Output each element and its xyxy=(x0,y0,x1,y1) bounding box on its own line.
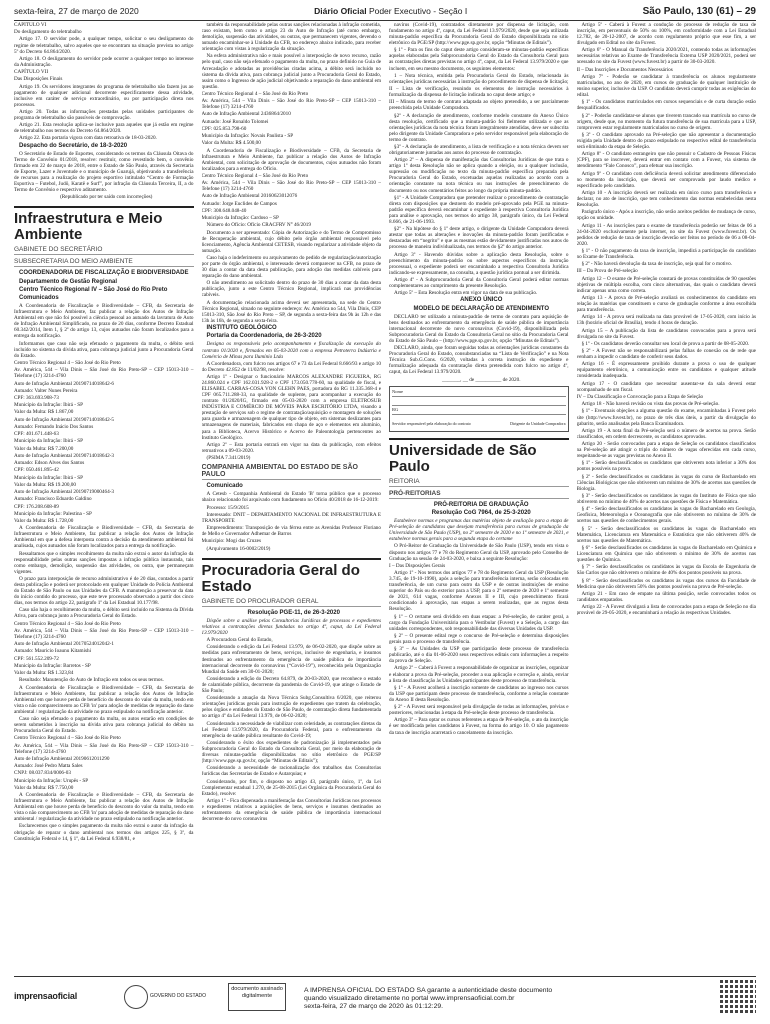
paragraph: Artigo 2º – Esta portaria entrará em vigor na data da publicação, com efeitos retroativos a 09-03-2020. xyxy=(201,441,381,454)
paragraph: Av. América, 544 – Vila Dinis – São José do Rio Preto-SP – CEP 15013-310 – Telefone (17) 3214-4760 xyxy=(201,98,381,111)
sub-gabinete: GABINETE DO SECRETÁRIO xyxy=(14,246,194,255)
header-issue-text: São Paulo, 130 (61) – 29 xyxy=(642,5,756,17)
header-issue xyxy=(643,6,756,17)
paragraph: DECLARO ter utilizado a minuta-padrão de termo de contrato para aquisição de bens destinados ao enfrentamento da emergência de saúde pública de importância internacional decorrente do novo coronavírus (Covid-19), disponibilizada pela Subprocuradoria Geral do Estado da Consultoria Geral no sítio da Procuradoria Geral do Estado de São Paulo – (http://www.pge.sp.gov.br, opção “Minutas de Editais”). xyxy=(389,313,569,345)
page-columns xyxy=(14,22,756,970)
paragraph: CNPJ: 08.037.834/0006-03 xyxy=(14,770,71,777)
paragraph: Av. América, 544 – Vila Dinis – São José do Rio Preto-SP – CEP 15013-310 – Telefone (17) 3214-4760 xyxy=(201,180,381,193)
paragraph: § 3º – As Unidades da USP que participarão deste processo de transferência publicarão, até o dia 01-06-2020 seus respectivos editais com informações a respeito da prova de Seleção. xyxy=(389,646,569,665)
paragraph: Autuado: Mauricio Ioaunu Kitamishi xyxy=(14,648,92,655)
form-label-nome: Nome xyxy=(392,388,403,394)
paragraph: A Cetesb - Companhia Ambiental do Estado 'B' torna público que o processo abaixo relacionado foi arquivado com fundamento no Ofício 40/2018 de 16-12-2019: xyxy=(201,491,381,504)
paragraph: Valor da Multa: R$ 1.867,00 xyxy=(14,409,74,416)
paragraph: Município da Infração: Ibirá - SP xyxy=(14,438,84,445)
page-footer xyxy=(14,976,756,1017)
paragraph: Município da Infração: Cardoso – SP xyxy=(201,215,279,222)
paragraph: § 2º - A Fuvest não se responsabilizará pelas falhas de conexão ou de rede que venham a impedir o candidato de conferir seus dados. xyxy=(576,348,756,361)
paragraph: Interessado: DNIT – DEPARTAMENTO NACIONAL DE INFRAESTRUTURA E TRANSPORTE xyxy=(201,511,381,524)
header-section: Poder Executivo - Seção I xyxy=(368,6,468,16)
column-3 xyxy=(389,22,569,970)
paragraph: Valor da Multa: R$ 7.750,00 xyxy=(14,784,74,791)
paragraph: Artigo 20 - Serão convocados para a etapa de Seleção os candidatos classificados na Pré-seleção até atingir o triplo do número de vagas oferecidas em cada curso, respeitando-se as vagas previstas no Anexo II. xyxy=(576,441,756,460)
paragraph: § 2º - Serão desclassificados os candidatos às vagas do curso de Bacharelado em Ciências Biológicas que não obtiverem um mínimo de 30% de acertos nas questões de Biologia. xyxy=(576,473,756,492)
header-date: sexta-feira, 27 de março de 2020 xyxy=(14,6,139,16)
anexo-body xyxy=(389,314,569,376)
paragraph: III – Da Prova de Pré-seleção xyxy=(576,268,638,275)
despacho-text: O Secretário de Estado de Esportes, considerando os termos da Cláusula Oitava do Termo de Convênio 01/2018, resolve: restituir, como revestindo bem, o convênio firmado em 22 de março de 2018, entre o Estado de São Paulo, através da Secretaria de Esporte, Lazer e Juventude e o município de Guarujá, objetivando a transferência de recursos para a realização do projeto esportivo intitulado “Centro de Formação Esportiva – Futebol, Judô, Karatê e Surf”, por infração da Cláusula Terceira, II, a do Termo de Convênio e respectivo aditamento. xyxy=(14,150,194,194)
paragraph: Artigo 1º - Fica dispensada a manifestação das Consultorias Jurídicas nos processos e expedientes relativos a aquisições de bens, serviços e insumos destinados ao enfrentamento da emergência de saúde pública de importância internacional decorrente do novo coronavírus xyxy=(201,797,381,822)
coord-title: COORDENADORIA DE FISCALIZAÇÃO E BIODIVERSIDADE xyxy=(19,270,189,277)
paragraph: I – Das Disposições Gerais xyxy=(389,562,446,569)
paragraph: Artigo 6º - O Manual da Transferência 2020/2021, contendo todas as informações necessárias relativas ao Exame de Transferência Externa USP 2020/2021, poderá ser acessado no site da Fuvest (www.fuvest.br) a partir de 30-03-2020. xyxy=(576,47,756,66)
paragraph: Valor da Multa: R$ 1.323,84 xyxy=(14,670,74,677)
paragraph: A Coordenadoria de Fiscalização e Biodiversidade – CFB, da Secretaria de Infraestrutura e Meio Ambiente, faz publicar a relação dos Autos de Infração Ambiental em que houve perda de benefício do desconto do valor da multa, tendo em vista o não comparecimento ao CFB 'in' para adoção de medidas de reparação do dano ambiental / regularização da atividade no prazo estipulado na notificação anterior. xyxy=(14,684,194,715)
paragraph: Informamos que caso não seja efetuado o pagamento da multa, o débito será incluído no sistema da dívida ativa, para cobrança judicial junto a Procuradoria Geral do Estado. xyxy=(14,340,194,359)
despacho-title: Despacho do Secretário, de 18-3-2020 xyxy=(19,142,128,149)
paragraph: (Arquivamento 16-0002/2019) xyxy=(206,545,271,552)
paragraph: Das Disposições Finais xyxy=(14,76,63,83)
paragraph: Autuado: Valter Nunes Pereira xyxy=(14,387,78,394)
paragraph: Considerando a necessidade de racionalização dos trabalhos das Consultorias Jurídicas das Secretarias de Estado e Autarquias; e xyxy=(201,765,381,778)
section-infraestrutura: Infraestrutura e Meio Ambiente xyxy=(14,206,194,243)
paragraph: § 2º - A Fuvest será responsável pela divulgação de todas as informações, prévias e posteriores, relacionadas à etapa da Pré-seleção deste processo de transferência. xyxy=(389,704,569,717)
paragraph: Centro Técnico Regional 4 – São José do Rio Preto xyxy=(201,90,309,97)
paragraph: Considerando, por fim, o disposto no artigo 43, parágrafo único, 1º, da Lei Complementar estadual 1.270, de 25-08-2015 (Lei Orgânica da Procuradoria Geral do Estado), resolve: xyxy=(201,778,381,797)
note-line-3: sexta-feira, 27 de março de 2020 às 01:12:29. xyxy=(304,1003,444,1010)
paragraph: Artigo 8º - O candidato estrangeiro que não possuir o Cadastro de Pessoas Físicas (CPF), para se inscrever, deverá entrar em contato com a Fuvest, via sistema de atendimento “Fale Conosco”, para efetuar sua inscrição. xyxy=(576,151,756,170)
paragraph: § 4º - Serão desclassificados os candidatos às vagas do Bacharelado em Geologia, Geofísica, Meteorologia e Oceanografia que não obtiverem no mínimo de 30% de acertos nas questões de conhecimentos gerais. xyxy=(576,506,756,525)
paragraph: Artigo 13 - A prova de Pré-seleção avaliará os conhecimentos do candidato em relação às matérias que constituem o curso de graduação conforme a área escolhida para transferência. xyxy=(576,294,756,314)
paragraph: Município: Mogi das Cruzes xyxy=(201,538,262,545)
paragraph: CPF: 050.461.895-42 xyxy=(14,467,59,474)
paragraph: Valor da Multa: R$ 4.500,00 xyxy=(201,140,261,147)
paragraph: A Coordenadoria de Fiscalização e Biodiversidade – CFB, da Secretaria de Infraestrutura e Meio Ambiente, faz publicar a relação dos Autos de Infração Ambiental em que houve perda de benefício do desconto do valor da multa, tendo em vista o não comparecimento ao CFB 'in' para adoção de medidas de reparação do dano ambiental / regularização da atividade no prazo estipulado na notificação anterior. xyxy=(14,792,194,823)
section-cetesb: COMPANHIA AMBIENTAL DO ESTADO DE SÃO PAULO xyxy=(202,464,382,480)
paragraph: A Coordenadoria de Fiscalização e Biodiversidade – CFB, da Secretaria de Infraestrutura e Meio Ambiente, faz publicar a relação dos Autos de Infração Ambiental em que não foi possível a ciência pessoal ao autuado da lavratura de Auto de Infração Ambiental Simplificado, no prazo de 20 dias, conforme Decreto Estadual 60.342/2014, Item 1, § 2º do artigo 13, cujos autuados não foram localizados para a entrega da notificação. xyxy=(14,303,194,340)
paragraph: Artigo 2º – A dispensa de manifestação das Consultorias Jurídicas de que trata o artigo 1º desta Resolução não se aplica quando a eleição, ou a qualquer inclusão, supressão ou modificação no texto da minuta-padrão específica preparada pela Procuradoria Geral do Estado, excetuadas aquelas realizadas ao acordo com a orientação constante na nota técnica ou nas instruções de preenchimento do documento ou nos comentários feitos ao longo da própria minuta-padrão. xyxy=(389,157,569,194)
paragraph: A Procuradora Geral do Estado, xyxy=(206,637,273,644)
paragraph: A documentação relacionada acima deverá ser apresentada, na sede do Centro Técnico Regional, situado no seguinte endereço: Av. América no 544, Vila Dinis, CEP 15013-310, São José do Rio Preto – SP, de segunda a sexta-feira das 9h às 12h e das 13h às 16h, de segunda a sexta-feira. xyxy=(201,299,381,324)
paragraph: O Pró-Reitor de Graduação da Universidade de São Paulo (USP), tendo em vista o disposto nos artigos 77 e 78 do Regimento Geral da USP, aprovado pelo Conselho de Graduação na sessão de 24-03-2020, e baixa a seguinte Resolução: xyxy=(389,543,569,562)
paragraph: § 1º - Para os fins do caput deste artigo consideram-se minutas-padrão específicas aquelas elaboradas pela Subprocuradoria Geral do Estado da Consultoria Geral para as contratações diretas previstas no artigo 4º, caput, da Lei Federal 13.979/2020 e que incluem, em seu mesmo documento, os seguintes elementos: xyxy=(389,47,569,72)
paragraph: CAPÍTULO VII xyxy=(14,69,49,76)
paragraph: A Coordenadora, com fulcro nos artigos 67 e 73 da Lei Federal 8.666/93 e artigo 10 do Decreto 42.852 de 11/02/98, resolve: xyxy=(201,360,381,373)
paragraph: Artigo 17. O servidor pode, a qualquer tempo, solicitar o seu desligamento do regime de teletrabalho, salvo aqueles que se encontram na situação prevista no artigo 5º do Decreto 64.864/2020. xyxy=(14,36,194,55)
paragraph: Artigo 21 - Em caso de empate na última posição, serão convocados todos os candidatos empatados. xyxy=(576,590,756,603)
page-header xyxy=(14,4,756,21)
imprensa-oficial-logo: imprensaoficial xyxy=(14,991,78,1001)
paragraph: Artigo 21. Esta resolução aplica-se inclusive para aqueles que já estão em regime de teletrabalho nos termos do Decreto 64.864/2020. xyxy=(14,122,194,135)
paragraph: § 5º - Serão desclassificados os candidatos às vagas do Bacharelado em Matemática, Licenciatura em Matemática e Estatística que não obtiverem 40% de acertos nas questões de Matemática. xyxy=(576,525,756,544)
paragraph: Centro Técnico Regional 4 – São José do Rio Preto xyxy=(201,172,309,179)
paragraph: O não atendimento ao solicitado dentro do prazo de 30 dias a contar da data desta publicação, junto a este Centro Técnico Regional, implicará nas providências cabíveis. xyxy=(201,280,381,299)
centro-title: Centro Técnico Regional IV – São José do Rio Preto xyxy=(19,286,168,293)
com-body xyxy=(202,491,382,551)
paragraph: 1 – Nota técnica, emitida pela Procuradoria Geral do Estado, relacionada às orientações jurídicas necessárias à instrução do procedimento de dispensa de licitação; xyxy=(389,72,569,85)
paragraph: Auto de Infração Ambiental 20160623012076 xyxy=(201,193,298,200)
paragraph: Na esfera administrativa não e mais possível a interposição de novo recurso, razão pelo qual, caso não seja efetuado o pagamento da multa, no prazo definido no Guia de Arrecadação e adotadas as providências citadas acima, a débito será incluído no sistema da dívida ativa, para cobrança judicial junto a Procuradoria Geral do Estado, assim como o Ingresso de ação judicial objetivando a reparação do dano ambiental em questão. xyxy=(201,53,381,90)
paragraph: § 2º - Poderão candidatar-se alunos que tiverem trancado sua matrícula no curso de origem, desde que, no momento da futura transferência de sua matrícula para a USP, comprovem estar regularmente matriculados no curso de origem. xyxy=(576,112,756,131)
paragraph: CPF: 401.671.448-63 xyxy=(14,431,59,438)
col3-top xyxy=(389,22,569,296)
paragraph: Autuado: José Pedro Matta Sales xyxy=(14,763,83,770)
pge-res: Resolução PGE-11, de 26-3-2020 xyxy=(247,609,340,616)
paragraph: II – Das Inscrições e Documentos Necessários xyxy=(576,66,673,73)
paragraph: Artigo 9º - O candidato com deficiência deverá solicitar atendimento diferenciado no momento da inscrição, que deverá ser comprovado por laudo médico e especificado pelo candidato. xyxy=(576,170,756,189)
paragraph: § 1º - Os candidatos matriculados em cursos sequenciais e de curta duração estão desqualificados. xyxy=(576,99,756,112)
paragraph: Centro Técnico Regional 4 – São José do Rio Preto xyxy=(14,735,121,742)
qr-code-icon xyxy=(720,979,756,1015)
paragraph: Artigo 12 – O exame de Pré-seleção constará de provas constituídas de 90 questões objetivas de múltipla escolha, com cinco alternativas, das quais o candidato deverá indicar apenas uma como correta. xyxy=(576,275,756,294)
date-line: _______, __ de __________ de 2020. xyxy=(441,376,521,383)
paragraph: Processo: 15/9/2015 xyxy=(206,504,249,511)
authenticity-note xyxy=(304,987,604,1011)
igeo-body xyxy=(202,361,382,461)
paragraph: §1º - A Unidade Compradora que pretender realizar o procedimento de contratação direta com disposições que destoem do modelo pré-aprovado pela PGE na minuta-padrão específica deverá encaminhar o expediente à respectiva Consultoria Jurídica para análise e aprovação, nos termos do artigo 38, parágrafo único, da Lei Federal 8.666, de 21-06-1993. xyxy=(389,194,569,225)
sub-pge: GABINETE DO PROCURADOR GERAL xyxy=(202,598,382,607)
paragraph: Esclarecemos que o simples pagamento da multa não extrai o autor da infração da obrigação de reparar o dano ambiental nos termos dos artigos 225, § 3º, da Constituição Federal e 14, § 1º, da Lei Federal 6.938/81, e xyxy=(14,823,194,842)
paragraph: Artigo 5º – Esta Resolução entra em vigor na data de sua publicação. xyxy=(394,290,538,297)
paragraph: Considerando a necessidade de viabilizar com celeridade, as contratações diretas da Lei Federal 13.979/2020, da Procuradoria Federal, para o enfrentamento da emergência de saúde pública resultante do Covid-19; xyxy=(201,720,381,739)
paragraph: Av. América, 544 – Vila Dinis – São José do Rio Preto-SP – CEP 15013-310 – Telefone (17) 3214-4760 xyxy=(14,742,194,755)
paragraph: CPF: 176.208.608-89 xyxy=(14,503,59,510)
paragraph: IV – Da Classificação e Convocação para a Etapa de Seleção xyxy=(576,393,704,400)
form-label-dirigente: Dirigente da Unidade Compradora xyxy=(510,420,566,426)
paragraph: Autuado: Jorge Euclides de Campos xyxy=(201,200,277,207)
paragraph: III – Minuta de termo de contrato adaptada ao objeto pretendido, a ser parcialmente preenchida pela Unidade Compradora. xyxy=(389,99,569,112)
paragraph: § 1º – O certame será dividido em duas etapas: a Pré-seleção, de caráter geral, a cargo da Fundação Universitária para o Vestibular (Fuvest) e a Seleção, a cargo das unidades correspondentes, sob responsabilidade das diversas Unidades da USP. xyxy=(389,613,569,632)
state-seal-icon xyxy=(124,985,148,1009)
paragraph: Artigo 19. Os servidores integrantes do programa de teletrabalho não fazem jus ao pagamento de qualquer adicional decorrente especificamente dessa atividade, inclusive em caráter de serviço extraordinário, ou por participação direta nos processos. xyxy=(14,83,194,108)
paragraph: CAPÍTULO VI xyxy=(14,22,47,28)
paragraph: Av. América, 544 – Vila Dinis – São José do Rio Preto-SP – CEP 15013-310 – Telefone (17) 3214-4760 xyxy=(14,627,194,640)
comunicados-title: Comunicados xyxy=(19,295,59,302)
paragraph: O prazo para interposição de recurso administrativo é de 20 dias, contados a partir desta publicação e poderá ser protocolado em qualquer Unidade do Polícia Ambiental do Estado de São Paulo ou nas Unidades da CFB. A manutenção a preservar da data do início contido do processo, que este teve processado observado a partir dos cinco dias, nos termos do artigo 22, parágrafo 1º da Lei Estadual 10.177/98. xyxy=(14,575,194,607)
digital-signature-stamp: documento assinado digitalmente xyxy=(228,983,286,1011)
column-2 xyxy=(202,22,382,970)
paragraph: Considerando o êxito dos expedientes de padronização já implementados pela Subprocuradoria Geral do Estado da Consultoria Geral, por meio da elaboração de diversas minutas-padrão disponibilizadas no sítio eletrônico do PGE/SP (http://www.pge.sp.gov.br, opção “Minutas de Editais”); xyxy=(201,739,381,764)
paragraph: § 1º - Eventuais objeções a alguma questão do exame, encaminhadas à Fuvest pelo site (http://www.fuvest.br), no prazo de três dias úteis, a partir da divulgação do gabarito, serão analisadas pela Banca Examinadora. xyxy=(576,408,756,427)
paragraph: Artigo 15 – A publicação da lista de candidatos convocados para a prova será divulgada no site da Fuvest. xyxy=(576,327,756,340)
paragraph: Autuado: José Ronaldo Tolomei xyxy=(201,118,269,125)
paragraph: § 1º - Serão desclassificados os candidatos que obtiverem nota inferior a 30% dos pontos possíveis na prova. xyxy=(576,460,756,473)
paragraph: § 1º - O não pagamento da taxa de inscrição, impedirá a participação do candidato no Exame de Transferência. xyxy=(576,247,756,260)
paragraph: Auto de Infração Ambiental 20190714018642-6 xyxy=(14,380,114,387)
paragraph: § 1º - A Fuvest acolherá a inscrição somente de candidatos ao ingresso nos cursos da USP que participam deste processo de transferência, conforme a relação constante do Anexo II desta Resolução. xyxy=(389,684,569,703)
paragraph: Município da Infração: Ibirá - SP xyxy=(14,474,84,481)
note-line-1: A IMPRENSA OFICIAL DO ESTADO SA garante a autenticidade deste documento xyxy=(304,987,553,994)
paragraph: Centro Técnico Regional 4 – São José do Rio Preto xyxy=(14,360,121,367)
paragraph: Documento a ser apresentado: Cópia de Autorização e do Termo de Compromisso de Recuperação ambiental, cujo débito pelo órgão ambiental responsável pelo licenciamento, Agência Ambiental CETESB, visando regularizar a atividade objeto da autuação. xyxy=(201,229,381,254)
paragraph: CPF: 025.853.798-60 xyxy=(201,125,247,132)
dept-title: Departamento de Gestão Regional xyxy=(19,278,118,285)
prg-body xyxy=(389,543,569,735)
paragraph: Autuado: Fernando Inácio Dos Santos xyxy=(14,423,94,430)
paragraph: Considerando a atuação da Nova Técnica Subg.Consultiva 6/2020, que reiterou orientações jurídicas gerais para instrução de expedientes que tratem da celebração, pelos órgãos e entidades do Estado de São Paulo, de contratação direta fundamentada no artigo 4º da Lei Federal 13.979, de 06-02-2020; xyxy=(201,695,381,720)
paragraph: Município da Infração: Ibirá - SP xyxy=(14,402,84,409)
paragraph: §2º - A declaração de atendimento, conforme modelo constante do Anexo Único desta resolução, certificado que a minuta-padrão foi fielmente utilizada e que as orientações jurídicas da nota técnica foram integralmente atendidas, deve ser subscrita pelo dirigente da Unidade Compradora e pelo servidor responsável pela elaboração do termo de contrato. xyxy=(389,112,569,143)
prg-res: Resolução CoG 7964, de 25-3-2020 xyxy=(431,509,531,516)
prg-italic: Estabelece normas e programas das matérias objeto de avaliação para a etapa de Pré-seleção de candidatos que desejam transferência para cursos de graduação da Universidade de São Paulo (USP), no 2º semestre de 2020 e no 1º semestre de 2021, e estabelece normas gerais para a segunda etapa do certame xyxy=(389,518,569,543)
paragraph: Ressaltamos que o simples recolhimento da multa não extrai o autor da infração da responsabilidade pelas outras sanções impostas a infração pública instaurada, tais como embargo, demolição, suspensão das atividades, ou outra, que permaneçam vigentes. xyxy=(14,550,194,575)
paragraph: também da responsabilidade pelas outras sanções relacionadas à infração cometida, caso existam, bem como o artigo 23 do Auto de Infração (até como embargo, demolição, suspensão das atividades, ou outras, que permanecem vigentes, devendo o autuado encaminhar-se à Unidade da CFB, no endereço abaixo indicado, para receber orientação com vistas à regularização da situação. xyxy=(201,22,381,53)
form-label-rg: RG xyxy=(392,406,399,412)
form-label-servidor: Servidor responsável pela elaboração do contrato xyxy=(392,420,471,426)
gov-label: GOVERNO DO ESTADO xyxy=(150,993,207,999)
paragraph: Número do Ofício: Ofício CRACFRV N° 46/2019 xyxy=(206,222,311,229)
header-title: Diário Oficial xyxy=(314,6,367,16)
paragraph: §2º - Na hipótese do § 1º deste artigo, o dirigente da Unidade Compradora deverá atestar que todas as alterações e inovações da minuta-padrão foram justificadas e destacadas em “negrito” e que as mesmas estão devidamente justificadas nos autos do processo de maneira individualizada, nos termos do §2º do artigo anterior. xyxy=(389,226,569,251)
paragraph: Artigo 18. O desligamento do servidor pode ocorrer a qualquer tempo no interesse da Administração. xyxy=(14,55,194,68)
paragraph: Auto de Infração Ambiental 20190612011290 xyxy=(14,755,110,762)
col1-top xyxy=(14,22,194,142)
paragraph: (PSIMA 7.341/2019) xyxy=(206,455,251,462)
paragraph: Autuado: Edson Alves dos Santos xyxy=(14,460,85,467)
sub-pro-reitorias: PRÓ-REITORIAS xyxy=(389,490,569,499)
comunicado-title: Comunicado xyxy=(206,483,243,490)
paragraph: § 6º - Serão desclassificados os candidatos às vagas do Bacharelado em Química e Licenciatura em Química que não obtiverem o mínimo de 30% de acertos nas questões de Química. xyxy=(576,544,756,564)
paragraph: Auto de Infração Ambiental 20170524012042-1 xyxy=(14,641,114,648)
paragraph: Artigo 17 - O candidato que necessitar ausentar-se da sala deverá estar acompanhado de um fiscal. xyxy=(576,380,756,393)
section-usp: Universidade de São Paulo xyxy=(389,438,569,475)
paragraph: Auto de Infração Ambiental 20190714018642-5 xyxy=(14,416,114,423)
paragraph: Artigo 19 - A nota final da Pré-seleção será o número de acertos na prova. Serão classificados, em ordem decrescente, os candidatos aprovados. xyxy=(576,427,756,440)
col2-top xyxy=(202,22,382,324)
paragraph: Município da Infração: Urupês - SP xyxy=(14,777,89,784)
anexo-title: ANEXO ÚNICO xyxy=(460,297,503,304)
paragraph: Av. América, 544 – Vila Dinis – São José do Rio Preto-SP – CEP 15013-310 – Telefone (17) 3214-4760 xyxy=(14,367,194,380)
paragraph: Artigo 11 - As inscrições para o exame de transferência poderão ser feitas de 06 a 24-04-2020 exclusivamente pela internet, no site da Fuvest (www.fuvest.br). Os pedidos de redução de taxa de inscrição deverão ser feitos no período de 06 a 08-04-2020. xyxy=(576,222,756,247)
paragraph: Município da Infração: Palestina - SP xyxy=(14,510,92,517)
paragraph: Caso não haja o recolhimento da multa, o débito será incluído na Sistema da Dívida Ativa, para cobrança junto a Procuradoria Geral do Estado. xyxy=(14,607,194,620)
paragraph: Auto de Infração Ambiental 2436864/2010 xyxy=(201,111,291,118)
section-pge: Procuradoria Geral do Estado xyxy=(202,558,382,595)
pge-italic: Dispõe sobre a análise pelas Consultorias Jurídicas de processos e expedientes relativos a contratações diretas fundadas no artigo 4º, caput, da Lei Federal 13.979/2020 xyxy=(201,617,381,636)
column-4 xyxy=(577,22,757,970)
paragraph: §3º - A declaração de atendimento, a lista de verificação e a nota técnica devem ser obrigatoriamente juntadas aos autos do processo de contratação. xyxy=(389,144,569,157)
paragraph: Autuado: Francisco Eduardo Galdino xyxy=(14,496,92,503)
paragraph: § 7º - Serão desclassificados os candidatos às vagas da Escola de Engenharia de São Carlos que não obtiverem o mínimo de 40% dos pontos possíveis na prova. xyxy=(576,564,756,577)
paragraph: Valor da Multa: R$ 1.728,00 xyxy=(14,517,74,524)
paragraph: Auto de Infração Ambiental 20190714018642-3 xyxy=(14,452,114,459)
signature-form xyxy=(389,386,569,432)
paragraph: CPF: 363.693.908-73 xyxy=(14,395,59,401)
paragraph: § 2º – O presente edital rege o concurso de Pré-seleção e determina disposições gerais para o processo de transferência. xyxy=(389,632,569,645)
prg-title: PRÓ-REITORIA DE GRADUAÇÃO xyxy=(433,501,529,508)
paragraph: Artigo 3º - Havendo dúvidas sobre a aplicação desta Resolução, sobre o preenchimento da minuta-padrão ou sobre aspectos específicos da instrução processual, o expediente poderá ser encaminhado a respectiva Consultoria Jurídica indicando-se expressamente, na consulta, a questão jurídica pontual a ser dirimida. xyxy=(389,251,569,276)
anexo-sub: MODELO DE DECLARAÇÃO DE ATENDIMENTO xyxy=(413,305,550,312)
paragraph: CPF: 561.552.209-72 xyxy=(14,655,59,662)
paragraph: Artigo 5º - Caberá à Fuvest a condução do processo de redução de taxa de inscrição, em percentuais de 50% ou 100%, em conformidade com a Lei Estadual 12.782, de 20-12-2007, de acordo com regulamento próprio que esse fim, a ser divulgado em Edital no site da Fuvest. xyxy=(576,22,756,47)
paragraph: § 1º - Os candidatos deverão consultar seu local de prova a partir de 08-05-2020. xyxy=(581,340,750,347)
paragraph: Auto de Infração Ambiental 20190719000464-3 xyxy=(14,489,114,496)
col4-body xyxy=(577,22,757,616)
paragraph: Artigo 22. Esta portaria vigora com data retroativa de 18-03-2020. xyxy=(19,135,157,142)
paragraph: Município da Infração: Novais Paulista - SP xyxy=(201,133,294,140)
paragraph: Artigo 3º – Para optar os cursos referentes a etapa de Pré-seleção, o ato da inscrição é ser modificada pelos candidatos à Fuvest, na forma do artigo 10. O não pagamento da taxa de inscrição acarretará o cancelamento da inscrição. xyxy=(389,717,569,736)
paragraph: Artigo 16 - É expressamente proibido durante a prova o uso de qualquer equipamento eletrônico, a comunicação entre os candidatos e qualquer atitude considerada inadequada. xyxy=(576,361,756,380)
paragraph: Valor da Multa: R$ 7.200,00 xyxy=(14,445,74,452)
paragraph: II – Lista de verificação, reunindo os elementos de instrução necessários à formalização da dispensa de licitação indicada no caput deste artigo; e xyxy=(389,86,569,99)
paragraph: Município da Infração: Barretos - SP xyxy=(14,662,91,669)
paragraph: Artigo 22 - A Fuvest divulgará a lista de convocados para a etapa de Seleção no dia provável de 29-05-2020, e encaminhará a relação às respectivas Unidades. xyxy=(576,604,756,617)
paragraph: Artigo 18 - Não haverá revisão ou vista das provas de Pré-seleção. xyxy=(581,401,720,408)
paragraph: Artigo 10 - A inscrição deverá ser realizada em único curso para transferência e declarar, no ato de inscrição, que tem conhecimento das normas estabelecidas nesta Resolução. xyxy=(576,189,756,208)
paragraph: Artigo 4º - A Subprocuradoria Geral da Consultoria Geral poderá editar normas complementares ao cumprimento da presente Resolução. xyxy=(389,276,569,289)
paragraph: A Coordenadoria de Fiscalização e Biodiversidade – CFB, da Secretaria de Infraestrutura e Meio Ambiente, faz publicar a relação dos Autos de Infração Ambiental, com solicitação de aprovação de documentos, cujos autuados não foram localizados para a entrega do Ofício. xyxy=(201,147,381,172)
paragraph: § 3º - O candidato aprovado na Pré-seleção que não apresentar a documentação exigida pela Unidade dentro do prazo estipulado no respectivo edital de transferência será eliminado da etapa de Seleção. xyxy=(576,131,756,151)
paragraph: CPF: 308.648.048-40 xyxy=(201,207,247,214)
paragraph: § 8º - Serão desclassificados os candidatos às vagas dos cursos da Faculdade de Medicina que não obtiverem 50% dos pontos possíveis na prova de Pré-seleção. xyxy=(576,577,756,590)
paragraph: A Coordenadoria de Fiscalização e Biodiversidade – CFB, da Secretaria de Infraestrutura e Meio Ambiente, faz publicar a relação dos Autos de Infração Ambiental em que a defesa interposta contra a decisão da atendimento ambiental foi analisada, cujos autuados não foram localizados para a entrega da notificação. xyxy=(14,525,194,550)
igeo-italic: Designa os responsáveis pelo acompanhamento e fiscalização da execução do contrato 01/2020 e, firmados em 05-03-2020 com a empresa Petroterra Indústria e Comércio de Minas para Ilumínio Ltda xyxy=(201,341,381,360)
header-publication xyxy=(314,6,467,16)
paragraph: Artigo 1º - Nos termos dos artigos 77 e 78 do Regimento Geral da USP (Resolução 3.745, de 19-10-1990), após a seleção para transferência interna, serão colocadas em transferência, de um curso para outro da USP e de outras instituições de ensino superior do País ou do exterior para a USP, para o 2º semestre de 2020 e 1º semestre de 2021, 614 vagas, conforme Anexos II e III, cujo preenchimento ficará condicionado à aprovação, nas etapas a serem realizadas, que as regras desta Resolução. xyxy=(389,570,569,613)
pge-body xyxy=(202,637,382,822)
paragraph: DECLARO, ainda, que foram seguidas todas as orientações jurídicas constantes da Procuradoria Geral do Estado, consubstanciadas na “Lista de Verificação” e na Nota Técnica Sub.G.Cons. 6/2020, voltadas à correta instrução do expediente e formalização adequada da contratação direta pretendida com fulcro no artigo 4º, caput, da Lei Federal 13.979/2020. xyxy=(389,345,569,376)
paragraph: § 3º - Serão desclassificados os candidatos às vagas do Instituto de Física que não obtiverem no mínimo de 40% de acertos nas questões de Física e Matemática. xyxy=(576,493,756,506)
paragraph: Valor da Multa: R$ 19.200,00 xyxy=(14,481,76,488)
paragraph: navírus (Covid-19), contratados diretamente por dispensa de licitação, com fundamento no artigo 4º, caput, da Lei Federal 13.979/2020, desde que seja utilizada minuta-padrão específica da Procuradoria Geral do Estado disponibilizada no sítio eletrônico da PGE/SP (http://www.pge.sp.gov.br, opção “Minutas de Editais”). xyxy=(389,22,569,47)
igeo-title: INSTITUTO GEOLÓGICO xyxy=(206,325,277,332)
paragraph: Parágrafo único - Após a inscrição, não serão aceitos pedidos de mudança de curso, opção ou unidade. xyxy=(576,209,756,222)
paragraph: Artigo 20. Todas as informações prestadas pelas unidades participantes do programa de teletrabalho são passíveis de comprovação. xyxy=(14,108,194,121)
paragraph: Caso não seja efetuado o pagamento da multa, os autos estarão em condições de serem submetidos à inscrição na dívida ativa para cobrança judicial do débito na Procuradoria Geral do Estado. xyxy=(14,716,194,735)
column-1 xyxy=(14,22,194,970)
col1-body xyxy=(14,303,194,841)
paragraph: § 2º - Não haverá devolução da taxa de inscrição, seja qual for o motivo. xyxy=(581,261,733,268)
igeo-sub: Portaria da Coordenadoria, de 26-3-2020 xyxy=(206,333,322,340)
paragraph: Artigo 7º - Poderão se candidatar à transferência os alunos regularmente matriculados, no ano de 2020, em cursos de graduação de qualquer instituição de ensino superior, inclusive da USP. O candidato deverá cumprir todas as exigências do edital. xyxy=(576,73,756,99)
paragraph: Artigo 2º – Caberá à Fuvest a responsabilidade de organizar as inscrições, organizar e elaborar a prova da Pré-seleção, proceder a sua aplicação e correção e, ainda, enviar a lista de classificação às Unidades participantes deste processo de transferência. xyxy=(389,665,569,684)
paragraph: Artigo 1º - Designar o funcionário MARCOS ALEXANDRE FIGUEIRA, RG 24.860.024 e CPF 162.031.928-2 e CPF 173.050.778-60, na qualidade de fiscal, e ELISABEL CARRAS-COSA VON GLEHN PAES, portadora do RG 11.335.368-4 e CPF 065.711.288-33, na qualidade de suplente, para acompanhar a execução do contrato 01/2020/IG, firmado em 05-03-2020 com a empresa ELETROSUB INDÚSTRIA E COMÉRCIO DE MÓVEIS PARA ESCRITÓRIO LTDA, visando a prestação de serviços sob o regime de contratação/aquisição e montagem de soluções para guarda e armazenagem de qualquer tipo de objeto, em sistemas deslizantes para armazenagens de materiais, fabricados em chapa de aço e elementos em alumínio, para a Biblioteca, Acervo Histórico e Acervo de Paleontologia pertencentes ao Instituto Geológico. xyxy=(201,374,381,441)
note-line-2: quando visualizado diretamente no portal www.imprensaoficial.com.br xyxy=(304,995,515,1002)
sub-reitoria: REITORIA xyxy=(389,478,569,487)
paragraph: Resultado: Manutenção do Auto de Infração em todos os seus termos. xyxy=(19,677,164,684)
paragraph: Considerando o edição da Lei Federal 13.979, de 06-02-2020, que dispõe sobre as medidas para enfrentamento de bens, serviços, inclusive de engenharia, e insumos destinados ao enfrentamento da emergência de saúde pública de importância internacional decorrente do coronavírus (“Covid-19”), reconhecida pela Organização Mundial da Saúde em 30-01-2020; xyxy=(201,644,381,675)
paragraph: Artigo 14 - A prova será realizada na data provável de 17-05-2020, com início às 13h (horário oficial de Brasília), tendo 4 horas de duração. xyxy=(576,314,756,327)
paragraph: Caso haja o indeferimento ou arquivamento do pedido de regularização/autorização por parte do órgão ambiental, o interessado deverá comparecer na CFB, no prazo de 30 dias a contar da data desta publicação, para adoção das medidas cabíveis para reparação do dano ambiental. xyxy=(201,255,381,280)
paragraph: Centro Técnico Regional 4 – São José do Rio Preto xyxy=(14,620,121,627)
sub-subsecretaria: SUBSECRETARIA DO MEIO AMBIENTE xyxy=(14,258,194,267)
paragraph: Empreendimento: Transposição de via férrea entre as Avenidas Professor Floriano de Mello e Governador Adhemar de Barros xyxy=(201,525,381,538)
republicado-note: (Republicado por ter saído com incorreções) xyxy=(60,194,153,201)
paragraph: Do desligamento do teletrabalho xyxy=(14,29,82,36)
paragraph: Considerando a edição do Decreto 64.879, de 20-03-2020, que reconhece o estado de calamidade pública, decorrente da pandemia do Covid-19, que atinge o Estado de São Paulo; xyxy=(201,675,381,694)
